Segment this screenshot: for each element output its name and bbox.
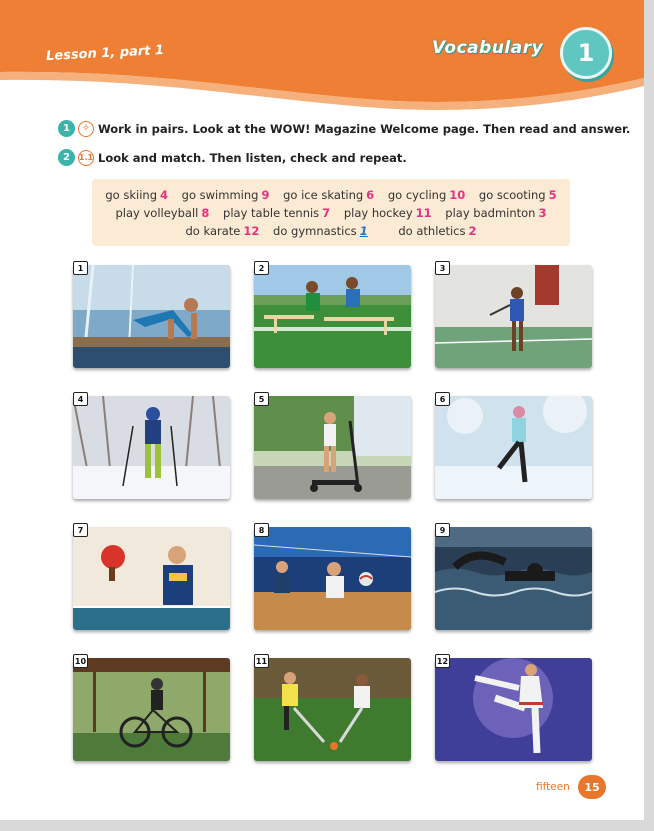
- instruction-2: [58, 149, 407, 166]
- photo-number: 1: [73, 261, 88, 275]
- photo-hockey: [254, 658, 411, 761]
- answer-number: 3: [538, 206, 547, 220]
- photo-badminton: [435, 265, 592, 368]
- instruction-text: Work in pairs. Look at the WOW! Magazine Welcome page. Then read and answer.: [98, 121, 631, 136]
- word-item: do karate 12: [185, 224, 260, 238]
- lightbulb-icon: ✧: [78, 121, 94, 137]
- photo-table-tennis: [73, 527, 230, 630]
- word-row-2: [92, 206, 570, 220]
- photo-number: 12: [435, 654, 450, 668]
- instruction-1: [58, 120, 630, 137]
- answer-number: 7: [322, 206, 331, 220]
- photo-volleyball: [254, 527, 411, 630]
- word-item: go skiing 4: [105, 188, 169, 202]
- answer-number: 10: [449, 188, 466, 202]
- lesson-title: Lesson 1, part 1: [45, 42, 165, 65]
- answer-number: 2: [468, 224, 477, 238]
- headphones-icon: 1.1: [78, 150, 94, 166]
- word-item: play badminton 3: [445, 206, 547, 220]
- word-item: play table tennis 7: [223, 206, 331, 220]
- word-item: do gymnastics 1: [273, 224, 368, 238]
- photo-cycling: [73, 658, 230, 761]
- answer-number: 12: [243, 224, 260, 238]
- word-box: [92, 179, 570, 246]
- photo-swimming: [435, 527, 592, 630]
- word-item: play volleyball 8: [115, 206, 210, 220]
- answer-number: 5: [548, 188, 557, 202]
- photo-ice-skating: [435, 396, 592, 499]
- photo-number: 10: [73, 654, 88, 668]
- answer-number: 9: [261, 188, 270, 202]
- photo-number: 7: [73, 523, 88, 537]
- photo-karate: [435, 658, 592, 761]
- photo-skiing: [73, 396, 230, 499]
- page-number: 15: [578, 775, 606, 799]
- answer-number: 4: [160, 188, 169, 202]
- word-item: go swimming 9: [181, 188, 270, 202]
- photo-number: 5: [254, 392, 269, 406]
- word-item: go cycling 10: [387, 188, 466, 202]
- instruction-number: 2: [58, 149, 75, 166]
- page-word: fifteen: [536, 781, 570, 793]
- word-row-1: [92, 188, 570, 202]
- word-item: go ice skating 6: [283, 188, 375, 202]
- photo-number: 4: [73, 392, 88, 406]
- unit-badge: [560, 27, 612, 79]
- word-item: do athletics 2: [398, 224, 477, 238]
- instruction-number: 1: [58, 120, 75, 137]
- photo-number: 3: [435, 261, 450, 275]
- photo-number: 11: [254, 654, 269, 668]
- instruction-text: Look and match. Then listen, check and repeat.: [98, 150, 407, 165]
- word-item: play hockey 11: [343, 206, 432, 220]
- answer-number: 6: [366, 188, 375, 202]
- word-item: go scooting 5: [478, 188, 557, 202]
- photo-number: 6: [435, 392, 450, 406]
- photo-number: 8: [254, 523, 269, 537]
- answer-number: 8: [201, 206, 210, 220]
- photo-number: 9: [435, 523, 450, 537]
- handwritten-answer: 1: [359, 224, 368, 238]
- photo-gymnastics: [73, 265, 230, 368]
- photo-scooting: [254, 396, 411, 499]
- unit-number: 1: [577, 39, 595, 67]
- answer-number: 11: [415, 206, 432, 220]
- section-title: Vocabulary: [432, 38, 544, 58]
- photo-athletics: [254, 265, 411, 368]
- photo-number: 2: [254, 261, 269, 275]
- word-row-3: [92, 224, 570, 238]
